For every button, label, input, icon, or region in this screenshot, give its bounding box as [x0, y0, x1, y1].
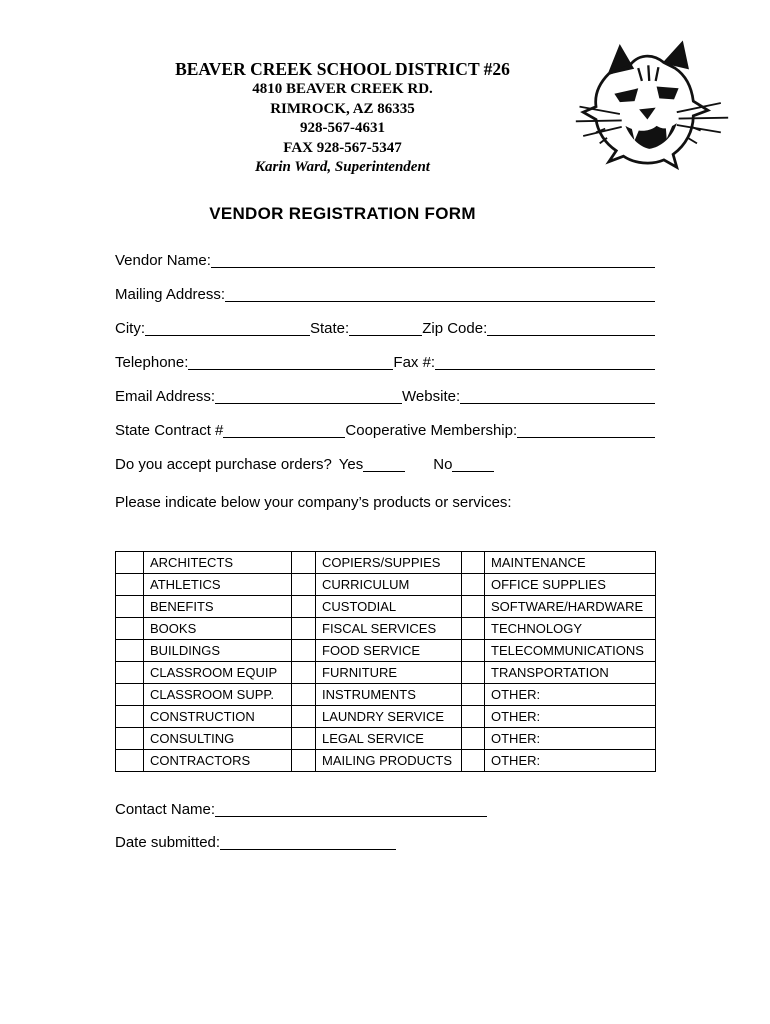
- district-name: BEAVER CREEK SCHOOL DISTRICT #26: [175, 59, 510, 79]
- checkbox-cell-mailing-products[interactable]: [292, 749, 316, 771]
- phone-number: 928-567-4631: [300, 120, 385, 136]
- table-row: [116, 639, 656, 661]
- yes-input-line[interactable]: [363, 459, 405, 472]
- fax-no-label: Fax #:: [393, 353, 436, 371]
- categories-table: [115, 551, 656, 772]
- form-title: VENDOR REGISTRATION FORM: [209, 203, 476, 223]
- mailing-address-input-line[interactable]: [225, 289, 655, 302]
- city-label: City:: [115, 319, 145, 337]
- coop-membership-input-line[interactable]: [517, 425, 655, 438]
- checkbox-cell-furniture[interactable]: [292, 661, 316, 683]
- field-row-email-website: [115, 389, 655, 404]
- category-cell: OTHER:: [485, 705, 656, 727]
- category-cell: TRANSPORTATION: [485, 661, 656, 683]
- field-row-date-submitted: [115, 835, 655, 850]
- category-cell: CLASSROOM EQUIP: [144, 661, 292, 683]
- table-row: [116, 727, 656, 749]
- checkbox-cell-copiers-suppies[interactable]: [292, 551, 316, 573]
- field-row-city-state-zip: [115, 321, 655, 336]
- yes-label: Yes: [338, 455, 364, 473]
- checkbox-cell-legal-service[interactable]: [292, 727, 316, 749]
- checkbox-cell-architects[interactable]: [116, 551, 144, 573]
- address-line-2: RIMROCK, AZ 86335: [270, 100, 415, 117]
- category-cell: CLASSROOM SUPP.: [144, 683, 292, 705]
- category-cell: CONSTRUCTION: [144, 705, 292, 727]
- category-cell: ARCHITECTS: [144, 551, 292, 573]
- category-cell: CUSTODIAL: [316, 595, 462, 617]
- checkbox-cell-benefits[interactable]: [116, 595, 144, 617]
- coop-membership-label: Cooperative Membership:: [345, 421, 518, 439]
- checkbox-cell-classroom-supp[interactable]: [116, 683, 144, 705]
- date-submitted-label: Date submitted:: [115, 833, 221, 851]
- checkbox-cell-fiscal-services[interactable]: [292, 617, 316, 639]
- checkbox-cell-instruments[interactable]: [292, 683, 316, 705]
- state-input-line[interactable]: [349, 323, 422, 336]
- checkbox-cell-other-4[interactable]: [462, 749, 485, 771]
- category-cell: LAUNDRY SERVICE: [316, 705, 462, 727]
- address-line-1: 4810 BEAVER CREEK RD.: [252, 81, 433, 97]
- category-cell: CONTRACTORS: [144, 749, 292, 771]
- category-cell: BENEFITS: [144, 595, 292, 617]
- telephone-input-line[interactable]: [188, 357, 393, 370]
- products-prompt: Please indicate below your company’s products or services:: [115, 493, 512, 511]
- category-cell: LEGAL SERVICE: [316, 727, 462, 749]
- category-cell: TELECOMMUNICATIONS: [485, 639, 656, 661]
- table-row: [116, 683, 656, 705]
- website-input-line[interactable]: [460, 391, 655, 404]
- mailing-address-label: Mailing Address:: [115, 285, 226, 303]
- table-row: [116, 595, 656, 617]
- state-label: State:: [310, 319, 350, 337]
- checkbox-cell-transportation[interactable]: [462, 661, 485, 683]
- zip-code-input-line[interactable]: [487, 323, 655, 336]
- checkbox-cell-maintenance[interactable]: [462, 551, 485, 573]
- website-label: Website:: [402, 387, 461, 405]
- table-row: [116, 617, 656, 639]
- field-row-vendor-name: [115, 253, 655, 268]
- table-row: [116, 749, 656, 771]
- table-row: [116, 551, 656, 573]
- category-cell: MAILING PRODUCTS: [316, 749, 462, 771]
- category-cell: OTHER:: [485, 727, 656, 749]
- purchase-orders-question: Do you accept purchase orders?: [115, 455, 332, 473]
- no-input-line[interactable]: [452, 459, 494, 472]
- field-row-purchase-orders: [115, 457, 655, 472]
- category-cell: FOOD SERVICE: [316, 639, 462, 661]
- checkbox-cell-custodial[interactable]: [292, 595, 316, 617]
- contact-name-label: Contact Name:: [115, 800, 216, 818]
- category-cell: CURRICULUM: [316, 573, 462, 595]
- category-cell: OFFICE SUPPLIES: [485, 573, 656, 595]
- category-cell: INSTRUMENTS: [316, 683, 462, 705]
- category-cell: BUILDINGS: [144, 639, 292, 661]
- category-cell: BOOKS: [144, 617, 292, 639]
- category-cell: SOFTWARE/HARDWARE: [485, 595, 656, 617]
- checkbox-cell-athletics[interactable]: [116, 573, 144, 595]
- no-label: No: [433, 455, 453, 473]
- email-input-line[interactable]: [215, 391, 402, 404]
- checkbox-cell-telecommunications[interactable]: [462, 639, 485, 661]
- checkbox-cell-technology[interactable]: [462, 617, 485, 639]
- checkbox-cell-office-supplies[interactable]: [462, 573, 485, 595]
- vendor-name-label: Vendor Name:: [115, 251, 211, 269]
- table-row: [116, 661, 656, 683]
- state-contract-label: State Contract #: [115, 421, 224, 439]
- checkbox-cell-other-2[interactable]: [462, 705, 485, 727]
- city-input-line[interactable]: [145, 323, 310, 336]
- checkbox-cell-consulting[interactable]: [116, 727, 144, 749]
- category-cell: ATHLETICS: [144, 573, 292, 595]
- field-row-mailing-address: [115, 287, 655, 302]
- vendor-name-input-line[interactable]: [211, 255, 655, 268]
- category-cell: TECHNOLOGY: [485, 617, 656, 639]
- category-cell: CONSULTING: [144, 727, 292, 749]
- checkbox-cell-laundry-service[interactable]: [292, 705, 316, 727]
- checkbox-cell-buildings[interactable]: [116, 639, 144, 661]
- checkbox-cell-books[interactable]: [116, 617, 144, 639]
- field-row-contract-membership: [115, 423, 655, 438]
- checkbox-cell-other-3[interactable]: [462, 727, 485, 749]
- checkbox-cell-other-1[interactable]: [462, 683, 485, 705]
- category-cell: COPIERS/SUPPIES: [316, 551, 462, 573]
- date-submitted-input-line[interactable]: [220, 837, 396, 850]
- checkbox-cell-contractors[interactable]: [116, 749, 144, 771]
- field-row-telephone-fax: [115, 355, 655, 370]
- contact-name-input-line[interactable]: [215, 804, 487, 817]
- checkbox-cell-software-hardware[interactable]: [462, 595, 485, 617]
- checkbox-cell-construction[interactable]: [116, 705, 144, 727]
- superintendent-name: Karin Ward, Superintendent: [255, 159, 430, 175]
- table-row: [116, 705, 656, 727]
- checkbox-cell-curriculum[interactable]: [292, 573, 316, 595]
- fax-number: FAX 928-567-5347: [283, 139, 402, 156]
- zip-code-label: Zip Code:: [422, 319, 488, 337]
- category-cell: OTHER:: [485, 683, 656, 705]
- table-row: [116, 573, 656, 595]
- category-cell: FISCAL SERVICES: [316, 617, 462, 639]
- state-contract-input-line[interactable]: [223, 425, 345, 438]
- checkbox-cell-classroom-equip[interactable]: [116, 661, 144, 683]
- fax-no-input-line[interactable]: [435, 357, 655, 370]
- category-cell: FURNITURE: [316, 661, 462, 683]
- category-cell: MAINTENANCE: [485, 551, 656, 573]
- email-label: Email Address:: [115, 387, 216, 405]
- letterhead: [115, 58, 570, 178]
- telephone-label: Telephone:: [115, 353, 189, 371]
- category-cell: OTHER:: [485, 749, 656, 771]
- checkbox-cell-food-service[interactable]: [292, 639, 316, 661]
- wildcat-mascot-icon: [574, 38, 730, 190]
- field-row-contact-name: [115, 802, 655, 817]
